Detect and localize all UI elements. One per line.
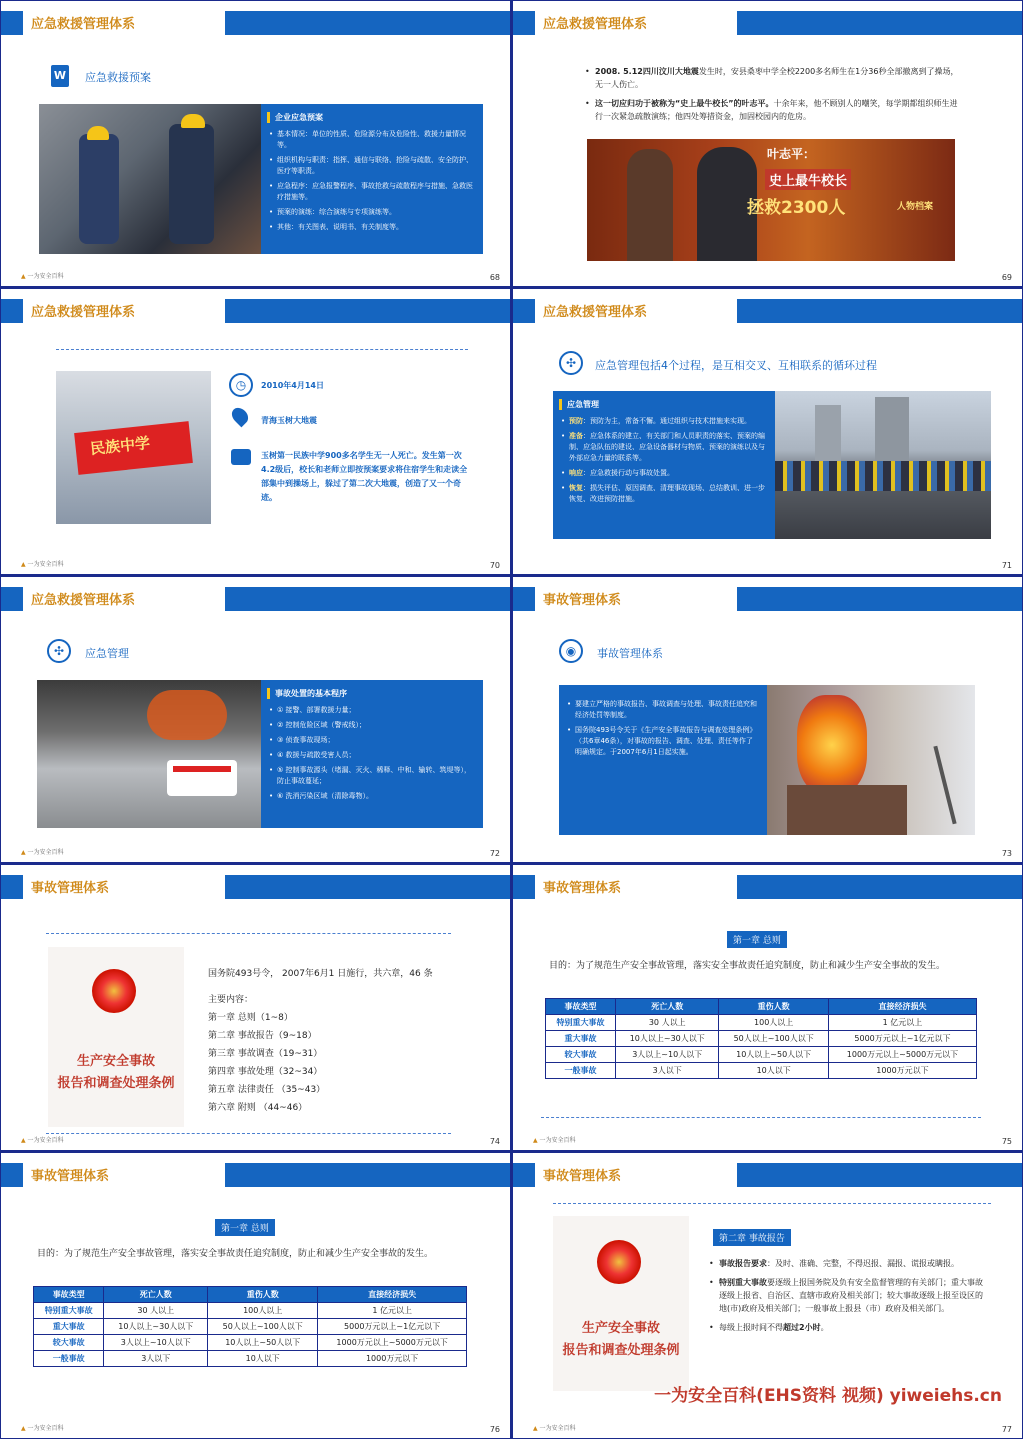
table-cell: 1 亿元以上 <box>318 1303 467 1319</box>
system-box <box>559 685 767 835</box>
poster-line1: 史上最牛校长 <box>765 169 851 190</box>
header-tab <box>1 875 23 899</box>
slide-subtitle: 应急管理 <box>85 647 129 660</box>
slide-title: 事故管理体系 <box>31 881 110 896</box>
table-cell: 10人以上~50人以下 <box>208 1335 318 1351</box>
drill-photo <box>775 391 991 539</box>
table-header: 死亡人数 <box>616 999 719 1015</box>
national-emblem-icon <box>597 1240 641 1284</box>
slide-title: 应急救援管理体系 <box>31 17 136 32</box>
list-item: • ⑤ 控制事故源头（堵漏、灭火、稀释、中和、输转、筑堤等），防止事故蔓延； <box>269 765 475 787</box>
slide-75 <box>513 865 1022 1150</box>
slide-title: 应急救援管理体系 <box>543 305 648 320</box>
accident-table <box>545 998 977 1079</box>
logo: ▲ 一为安全百科 <box>21 849 64 856</box>
content-line: 第五章 法律责任 （35~43） <box>208 1085 326 1095</box>
list-item: • 预案的演练：综合演练与专项演练等。 <box>269 207 475 218</box>
event-desc: 玉树第一民族中学900多名学生无一人死亡。发生第一次4.2级后，校长和老师立即按预案要求将住宿学生和走读全部集中到操场上，躲过了第二次大地震，创造了又一个奇迹。 <box>261 451 468 502</box>
list-item: • ② 控制危险区域（警戒线）； <box>269 720 475 731</box>
table-row <box>34 1351 467 1367</box>
poster-line2: 拯救2300人 <box>747 198 846 218</box>
page-number: 76 <box>489 1425 500 1434</box>
slide-68 <box>1 1 510 286</box>
purpose-text: 目的：为了规范生产安全事故管理，落实安全事故责任追究制度，防止和减少生产安全事故的发生。 <box>37 1249 434 1259</box>
table-cell: 50人以上~100人以下 <box>208 1319 318 1335</box>
table-cell: 特别重大事故 <box>546 1015 616 1031</box>
slide-74 <box>1 865 510 1150</box>
table-header: 直接经济损失 <box>318 1287 467 1303</box>
header-bar <box>225 875 510 899</box>
content-line: 第六章 附则 （44~46） <box>208 1103 308 1113</box>
slide-title: 事故管理体系 <box>543 881 622 896</box>
header-tab <box>1 299 23 323</box>
bullet-item: • 事故报告要求：及时、准确、完整，不得迟报、漏报、谎报或瞒报。 <box>709 1257 989 1270</box>
list-item: • ⑥ 洗消污染区域（清除毒物）。 <box>269 791 475 802</box>
cycle-icon: ✣ <box>47 639 71 663</box>
page-number: 70 <box>489 561 500 570</box>
table-cell: 1000万元以上~5000万元以下 <box>828 1047 976 1063</box>
logo: ▲ 一为安全百科 <box>21 273 64 280</box>
national-emblem-icon <box>92 969 136 1013</box>
header-bar <box>225 1163 510 1187</box>
slide-69 <box>513 1 1022 286</box>
page-number: 73 <box>1001 849 1012 858</box>
table-cell: 3人以上~10人以下 <box>104 1335 208 1351</box>
list-item: • 预防：预防为主，常备不懈。通过组织与技术措施来实现。 <box>561 416 767 427</box>
table-cell: 较大事故 <box>34 1335 104 1351</box>
table-row <box>546 1063 977 1079</box>
table-cell: 100人以上 <box>208 1303 318 1319</box>
regulation-cover <box>48 947 184 1127</box>
banner-text: 民族中学 <box>89 433 151 459</box>
table-row <box>546 1015 977 1031</box>
logo: ▲ 一为安全百科 <box>21 1425 64 1432</box>
dashed-divider <box>541 1117 981 1118</box>
table-row <box>546 1047 977 1063</box>
slide-title: 应急救援管理体系 <box>31 593 136 608</box>
slide-title: 应急救援管理体系 <box>31 305 136 320</box>
list-item: • 准备：应急体系的建立、有关部门和人员职责的落实、预案的编制、应急队伍的建设、应急设备器材与物质、预案的演练以及与外部应急力量的联系等。 <box>561 431 767 464</box>
content-line: 国务院493号令， 2007年6月1 日施行，共六章，46 条 <box>208 969 433 979</box>
table-cell: 较大事故 <box>546 1047 616 1063</box>
chapter-title: 第一章 总则 <box>215 1219 275 1236</box>
header-bar <box>225 587 510 611</box>
table-cell: 30 人以上 <box>104 1303 208 1319</box>
chapter-title: 第二章 事故报告 <box>713 1229 791 1246</box>
list-item: • ③ 侦查事故现场； <box>269 735 475 746</box>
management-box <box>553 391 775 539</box>
list-item: • 基本情况：单位的性质、危险源分布及危险性、救援力量情况等。 <box>269 129 475 151</box>
slide-title: 事故管理体系 <box>543 1169 622 1184</box>
table-cell: 5000万元以上~1亿元以下 <box>828 1031 976 1047</box>
principal-poster <box>587 139 955 261</box>
box-title: 事故处置的基本程序 <box>267 688 483 699</box>
slide-subtitle: 应急救援预案 <box>85 71 151 84</box>
cover-title: 生产安全事故 报告和调查处理条例 <box>562 1321 680 1358</box>
location-pin-icon <box>229 405 252 428</box>
list-item: • 组织机构与职责：指挥、通信与联络、抢险与疏散、安全防护、医疗等职责。 <box>269 155 475 177</box>
page-number: 75 <box>1001 1137 1012 1146</box>
header-bar <box>225 299 510 323</box>
logo: ▲ 一为安全百科 <box>21 1137 64 1144</box>
table-cell: 重大事故 <box>34 1319 104 1335</box>
header-bar <box>737 299 1022 323</box>
table-header: 重伤人数 <box>208 1287 318 1303</box>
plan-box <box>261 104 483 254</box>
regulation-cover <box>553 1216 689 1391</box>
header-tab <box>1 1163 23 1187</box>
list-item: • 响应：应急救援行动与事故处置。 <box>561 468 767 479</box>
building-fire-photo <box>767 685 975 835</box>
slide-subtitle: 事故管理体系 <box>597 647 663 660</box>
list-item: • 其他：有关图表、说明书、有关制度等。 <box>269 222 475 233</box>
table-cell: 50人以上~100人以下 <box>719 1031 829 1047</box>
procedure-box <box>261 680 483 828</box>
fire-drill-photo <box>37 680 261 828</box>
list-item: • 恢复：损失评估、原因调查、清理事故现场、总结教训、进一步恢复、改进预防措施。 <box>561 483 767 505</box>
table-cell: 一般事故 <box>34 1351 104 1367</box>
accident-table <box>33 1286 467 1367</box>
system-list <box>559 685 767 758</box>
poster-tag: 人物档案 <box>896 202 933 212</box>
dashed-divider <box>56 349 468 350</box>
table-cell: 1000万元以下 <box>828 1063 976 1079</box>
slide-76 <box>1 1153 510 1438</box>
logo: ▲ 一为安全百科 <box>21 561 64 568</box>
slide-72 <box>1 577 510 862</box>
table-cell: 3人以下 <box>616 1063 719 1079</box>
content-line: 第二章 事故报告（9~18） <box>208 1031 317 1041</box>
content-line: 第三章 事故调查（19~31） <box>208 1049 323 1059</box>
report-bullets <box>709 1257 989 1340</box>
content-line: 主要内容： <box>208 995 254 1005</box>
plan-list <box>261 129 483 233</box>
content-line: 第一章 总则（1~8） <box>208 1013 293 1023</box>
table-cell: 10人以上~50人以下 <box>719 1047 829 1063</box>
table-row <box>34 1319 467 1335</box>
header-tab <box>513 1163 535 1187</box>
table-cell: 30 人以上 <box>616 1015 719 1031</box>
table-cell: 1000万元以上~5000万元以下 <box>318 1335 467 1351</box>
watermark-text: 一为安全百科(EHS资料 视频) yiweiehs.cn <box>654 1386 1002 1406</box>
purpose-text: 目的：为了规范生产安全事故管理，落实安全事故责任追究制度，防止和减少生产安全事故的发生。 <box>549 961 946 971</box>
slide-73 <box>513 577 1022 862</box>
table-cell: 特别重大事故 <box>34 1303 104 1319</box>
table-cell: 3人以上~10人以下 <box>616 1047 719 1063</box>
header-bar <box>737 587 1022 611</box>
page-number: 69 <box>1001 273 1012 282</box>
slide-title: 事故管理体系 <box>31 1169 110 1184</box>
logo: ▲ 一为安全百科 <box>533 1137 576 1144</box>
table-cell: 10人以下 <box>208 1351 318 1367</box>
dashed-divider <box>46 933 451 934</box>
table-header: 事故类型 <box>546 999 616 1015</box>
event-date: 2010年4月14日 <box>261 381 324 390</box>
event-place: 青海玉树大地震 <box>261 416 317 425</box>
cover-title: 生产安全事故 报告和调查处理条例 <box>57 1054 175 1091</box>
box-title: 应急管理 <box>559 399 775 410</box>
slide-71 <box>513 289 1022 574</box>
story-bullets <box>585 65 965 129</box>
bullet-item: • 每级上报时间不得超过2小时。 <box>709 1321 989 1334</box>
header-tab <box>1 11 23 35</box>
chapter-title: 第一章 总则 <box>727 931 787 948</box>
table-cell: 10人以上~30人以下 <box>616 1031 719 1047</box>
header-bar <box>737 11 1022 35</box>
dashed-divider <box>553 1203 991 1204</box>
table-header: 事故类型 <box>34 1287 104 1303</box>
firefighters-photo <box>39 104 261 254</box>
content-line: 第四章 事故处理（32~34） <box>208 1067 323 1077</box>
table-cell: 10人以上~30人以下 <box>104 1319 208 1335</box>
list-item: • ④ 救援与疏散受害人员； <box>269 750 475 761</box>
list-item: • ① 接警、部署救援力量； <box>269 705 475 716</box>
list-item: • 要建立严格的事故报告、事故调查与处理、事故责任追究和经济处罚等制度。 <box>567 699 759 721</box>
table-row <box>34 1303 467 1319</box>
page-number: 74 <box>489 1137 500 1146</box>
signal-icon: ◉ <box>559 639 583 663</box>
header-tab <box>513 11 535 35</box>
table-cell: 100人以上 <box>719 1015 829 1031</box>
table-row <box>34 1335 467 1351</box>
content-lines <box>208 965 433 1117</box>
poster-name: 叶志平： <box>767 147 816 161</box>
header-tab <box>513 299 535 323</box>
page-number: 77 <box>1001 1425 1012 1434</box>
bullet-item: • 特别重大事故要逐级上报国务院及负有安全监督管理的有关部门；重大事故逐级上报省、自治区、直辖市政府及相关部门；较大事故逐级上报至设区的地(市)政府及相关部门；一般事故上报县（市）政府及相关部门。 <box>709 1276 989 1315</box>
header-tab <box>513 587 535 611</box>
table-cell: 10人以下 <box>719 1063 829 1079</box>
procedure-list <box>261 705 483 802</box>
page-number: 72 <box>489 849 500 858</box>
wallet-icon <box>231 449 251 465</box>
list-item: • 应急程序：应急报警程序、事故抢救与疏散程序与措施、急救医疗措施等。 <box>269 181 475 203</box>
slide-subtitle: 应急管理包括4个过程，是互相交叉、互相联系的循环过程 <box>595 359 877 372</box>
slide-title: 事故管理体系 <box>543 593 622 608</box>
bullet-item: • 2008. 5.12四川汶川大地震发生时，安县桑枣中学全校2200多名师生在1分36秒全部撤离到了操场，无一人伤亡。 <box>585 65 965 91</box>
dashed-divider <box>46 1133 451 1134</box>
table-cell: 3人以下 <box>104 1351 208 1367</box>
table-header: 死亡人数 <box>104 1287 208 1303</box>
cycle-icon: ✣ <box>559 351 583 375</box>
slide-77 <box>513 1153 1022 1438</box>
bullet-item: • 这一切应归功于被称为“史上最牛校长”的叶志平。十余年来，他不顾别人的嘲笑，每学期都组织师生进行一次紧急疏散演练；他四处筹措资金，加固校园内的危房。 <box>585 97 965 123</box>
table-cell: 1 亿元以上 <box>828 1015 976 1031</box>
table-cell: 一般事故 <box>546 1063 616 1079</box>
header-bar <box>737 875 1022 899</box>
table-cell: 1000万元以下 <box>318 1351 467 1367</box>
clock-icon: ◷ <box>229 373 253 397</box>
header-bar <box>225 11 510 35</box>
slide-title: 应急救援管理体系 <box>543 17 648 32</box>
word-doc-icon: W <box>51 65 69 87</box>
table-cell: 重大事故 <box>546 1031 616 1047</box>
header-bar <box>737 1163 1022 1187</box>
logo: ▲ 一为安全百科 <box>533 1425 576 1432</box>
slide-70 <box>1 289 510 574</box>
process-list <box>553 416 775 505</box>
page-number: 71 <box>1001 561 1012 570</box>
list-item: • 国务院493号令关于《生产安全事故报告与调查处理条例》（共6章46条），对事故的报告、调查、处理、责任等作了明确规定。于2007年6月1日起实施。 <box>567 725 759 758</box>
box-title: 企业应急预案 <box>267 112 483 123</box>
table-row <box>546 1031 977 1047</box>
table-cell: 5000万元以上~1亿元以下 <box>318 1319 467 1335</box>
table-header: 直接经济损失 <box>828 999 976 1015</box>
table-header: 重伤人数 <box>719 999 829 1015</box>
students-photo <box>56 371 211 524</box>
header-tab <box>1 587 23 611</box>
page-number: 68 <box>489 273 500 282</box>
header-tab <box>513 875 535 899</box>
